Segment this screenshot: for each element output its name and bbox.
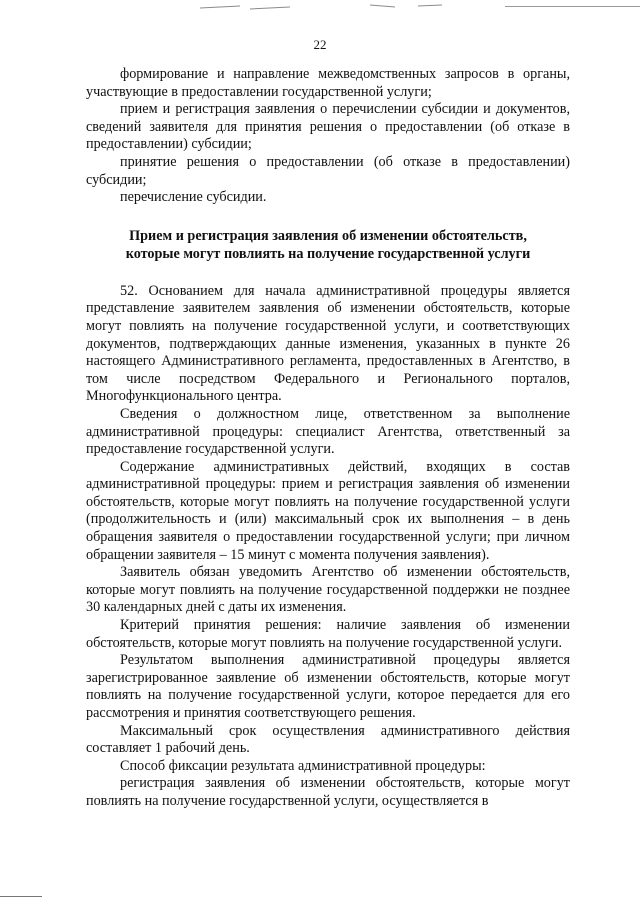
paragraph: Заявитель обязан уведомить Агентство об изменении обстоятельств, которые могут повлиять на получение государственной поддержки не позднее 30 календарных дней с даты их изменения. (86, 564, 570, 616)
document-body (86, 66, 570, 811)
paragraph: Содержание административных действий, входящих в состав административной процедуры: прием и регистрация заявления об изменении обстоятельств, которые могут повлиять на получение государственной услуги (продолжительность и (или) максимальный срок их выполнения – в день обращения заявителя о предоставлении государственной услуги; при личном обращении заявителя – 15 минут с момента получения заявления). (86, 458, 570, 563)
section-heading-line: Прием и регистрация заявления об изменении обстоятельств, (129, 227, 527, 244)
section-heading (86, 227, 570, 263)
paragraph: Способ фиксации результата административной процедуры: (120, 757, 486, 774)
paragraph: прием и регистрация заявления о перечислении субсидии и документов, сведений заявителя для принятия решения о предоставлении (об отказе в предоставлении) субсидии; (86, 101, 570, 153)
paragraph: регистрация заявления об изменении обстоятельств, которые могут повлиять на получение государственной услуги, осуществляется в (86, 775, 570, 809)
paragraph: Результатом выполнения административной процедуры является зарегистрированное заявление об изменении обстоятельств, которые могут повлиять на получение государственной услуги, которое передается для его рассмотрения и принятия соответствующего решения. (86, 652, 570, 721)
paragraph: Максимальный срок осуществления административного действия составляет 1 рабочий день. (86, 722, 570, 757)
paragraph: формирование и направление межведомственных запросов в органы, участвующие в предоставлении государственной услуги; (86, 66, 570, 100)
page-number: 22 (313, 37, 327, 52)
section-heading-line: которые могут повлиять на получение государственной услуги (125, 245, 531, 262)
paragraph: Критерий принятия решения: наличие заявления об изменении обстоятельств, которые могут повлиять на получение государственной услуги. (86, 617, 570, 651)
paragraph: 52. Основанием для начала административной процедуры является представление заявителем заявления об изменении обстоятельств, которые могут повлиять на получение государственной услуги, и соответствующих документов, подтверждающих данные изменения, указанных в пункте 26 настоящего Административного регламента, предоставленных в Агентство, в том числе посредством Федерального и Регионального порталов, Многофункционального центра. (86, 282, 570, 405)
paragraph: Сведения о должностном лице, ответственном за выполнение административной процедуры: специалист Агентства, ответственный за предоставление государственной услуги. (86, 405, 570, 458)
paragraph: перечисление субсидии. (120, 189, 267, 206)
scan-artifact-line (505, 6, 640, 7)
paragraph: принятие решения о предоставлении (об отказе в предоставлении) субсидии; (86, 153, 570, 188)
scan-artifact-top (180, 2, 480, 12)
scan-artifact-line (0, 896, 42, 897)
